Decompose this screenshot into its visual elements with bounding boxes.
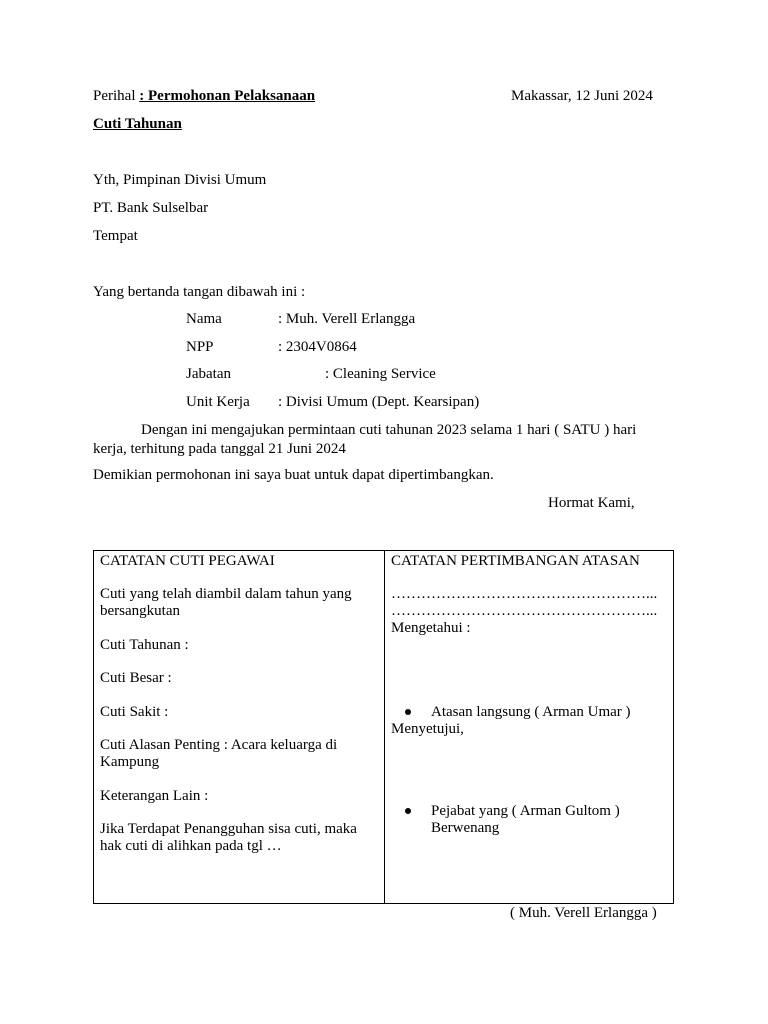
field-label: Nama xyxy=(186,311,222,327)
major-leave-label: Cuti Besar : xyxy=(100,670,172,686)
regards-text: Hormat Kami, xyxy=(548,495,635,511)
field-value: : Muh. Verell Erlangga xyxy=(278,311,416,327)
field-label: NPP xyxy=(186,339,214,355)
field-nama xyxy=(0,311,768,331)
place-date: Makassar, 12 Juni 2024 xyxy=(511,88,653,104)
approved-label: Menyetujui, xyxy=(391,721,464,737)
leave-notes-table xyxy=(93,550,674,904)
supervisor-notes-heading: CATATAN PERTIMBANGAN ATASAN xyxy=(391,553,640,569)
dotted-line-1: ……………………………………………... xyxy=(391,586,658,602)
recipient-line1: Yth, Pimpinan Divisi Umum xyxy=(93,172,267,188)
field-value: : 2304V0864 xyxy=(278,339,357,355)
bullet-icon xyxy=(405,808,411,814)
subject-value: : Permohonan Pelaksanaan xyxy=(139,88,316,104)
field-label: Jabatan xyxy=(186,366,231,382)
bullet-icon xyxy=(405,709,411,715)
other-notes-label: Keterangan Lain : xyxy=(100,788,209,804)
sick-leave-label: Cuti Sakit : xyxy=(100,704,169,720)
signature-name: ( Muh. Verell Erlangga ) xyxy=(510,905,657,921)
supervisor-notes-column xyxy=(385,551,673,903)
postponement-text: Jika Terdapat Penangguhan sisa cuti, maka hak cuti di alihkan pada tgl … xyxy=(100,821,357,854)
annual-leave-label: Cuti Tahunan : xyxy=(100,637,189,653)
official-text-line2: Berwenang xyxy=(431,820,500,836)
supervisor-bullet xyxy=(405,704,631,721)
body-paragraph: Dengan ini mengajukan permintaan cuti tahunan 2023 selama 1 hari ( SATU ) hari kerja, terhitung pada tanggal 21 Juni 2024 xyxy=(93,422,637,457)
official-text-line1: Pejabat yang ( Arman Gultom ) xyxy=(431,803,620,819)
important-leave-text: Cuti Alasan Penting : Acara keluarga di Kampung xyxy=(100,737,338,770)
field-jabatan xyxy=(0,366,768,386)
recipient-line2: PT. Bank Sulselbar xyxy=(93,200,209,216)
employee-leave-heading: CATATAN CUTI PEGAWAI xyxy=(100,553,275,569)
field-label: Unit Kerja xyxy=(186,394,250,410)
subject-label: Perihal xyxy=(93,88,140,104)
closing-text: Demikian permohonan ini saya buat untuk dapat dipertimbangkan. xyxy=(93,467,494,483)
leave-taken-text: Cuti yang telah diambil dalam tahun yang bersangkutan xyxy=(100,586,352,619)
intro-text: Yang bertanda tangan dibawah ini : xyxy=(93,284,306,300)
recipient-line3: Tempat xyxy=(93,228,138,244)
official-bullet xyxy=(405,803,620,837)
employee-leave-notes-column xyxy=(94,551,385,903)
acknowledged-label: Mengetahui : xyxy=(391,620,471,636)
field-value: : Divisi Umum (Dept. Kearsipan) xyxy=(278,394,480,410)
subject-line xyxy=(93,88,315,105)
supervisor-text: Atasan langsung ( Arman Umar ) xyxy=(431,704,631,720)
field-npp xyxy=(0,339,768,359)
field-value: : Cleaning Service xyxy=(325,366,436,382)
subject-value-line2: Cuti Tahunan xyxy=(93,116,182,132)
dotted-line-2: ……………………………………………... xyxy=(391,603,658,619)
field-unit-kerja xyxy=(0,394,768,414)
